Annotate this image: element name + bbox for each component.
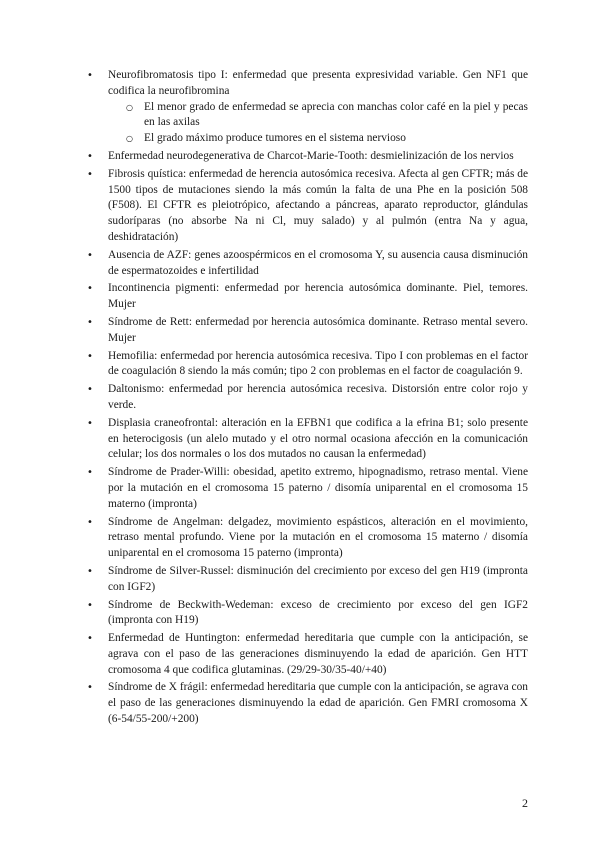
list-item: • Fibrosis quística: enfermedad de herencia autosómica recesiva. Afecta al gen CFTR; más de 1500 tipos de mutaciones siendo la más común la falta de una Phe en la posición 508 (F508). El CFTR es pleiotrópico, afectando a páncreas, aparato reproductor, glándulas sudoríparas (no absorbe Na ni Cl, muy salado) y al pulmón (entra Na y agua, deshidratación) — [84, 167, 528, 246]
list-item: • Síndrome de X frágil: enfermedad hereditaria que cumple con la anticipación, se agrava con el paso de las generaciones disminuyendo la edad de aparición. Gen FMRI cromosoma X (6-54/55-200/+200) — [84, 680, 528, 727]
list-item: • Enfermedad de Huntington: enfermedad hereditaria que cumple con la anticipación, se agrava con el paso de las generaciones disminuyendo la edad de aparición. Gen HTT cromosoma 4 que codifica glutaminas. (29/29-30/35-40/+40) — [84, 631, 528, 678]
sub-list-item: ○ El grado máximo produce tumores en el sistema nervioso — [108, 131, 528, 147]
list-item: • Displasia craneofrontal: alteración en la EFBN1 que codifica a la efrina B1; solo presente en heterocigosis (un alelo mutado y el otro normal ocasiona afección en la comunicación celular; los dos normales o los dos mutados no causan la enfermedad) — [84, 416, 528, 463]
sub-list-item: ○ El menor grado de enfermedad se aprecia con manchas color café en la piel y pecas en las axilas — [108, 100, 528, 132]
page-number: 2 — [522, 796, 528, 810]
list-item: • Ausencia de AZF: genes azoospérmicos en el cromosoma Y, su ausencia causa disminución de espermatozoides e infertilidad — [84, 248, 528, 280]
list-item — [84, 68, 528, 147]
list-item: • Síndrome de Angelman: delgadez, movimiento espásticos, alteración en el movimiento, retraso mental profundo. Viene por la mutación en el cromosoma 15 materno / disomía uniparental en el cromosoma 15 paterno (impronta) — [84, 515, 528, 562]
list-item: • Enfermedad neurodegenerativa de Charcot-Marie-Tooth: desmielinización de los nervios — [84, 149, 528, 165]
list-item: • Síndrome de Rett: enfermedad por herencia autosómica dominante. Retraso mental severo. Mujer — [84, 315, 528, 347]
list-item: • Síndrome de Silver-Russel: disminución del crecimiento por exceso del gen H19 (impronta con IGF2) — [84, 564, 528, 596]
list-item-text: Neurofibromatosis tipo I: enfermedad que presenta expresividad variable. Gen NF1 que codifica la neurofibromina — [108, 69, 528, 97]
list-item: • Hemofilia: enfermedad por herencia autosómica recesiva. Tipo I con problemas en el factor de coagulación 8 siendo la más común; tipo 2 con problemas en el factor de coagulación 9. — [84, 349, 528, 381]
list-item: • Daltonismo: enfermedad por herencia autosómica recesiva. Distorsión entre color rojo y verde. — [84, 382, 528, 414]
list-item: • Síndrome de Beckwith-Wedeman: exceso de crecimiento por exceso del gen IGF2 (impronta con H19) — [84, 598, 528, 630]
sub-list — [108, 100, 528, 147]
list-item: • Síndrome de Prader-Willi: obesidad, apetito extremo, hipognadismo, retraso mental. Viene por la mutación en el cromosoma 15 paterno / disomía uniparental en el cromosoma 15 materno (impronta) — [84, 465, 528, 512]
list-item: • Incontinencia pigmenti: enfermedad por herencia autosómica dominante. Piel, temores. Mujer — [84, 281, 528, 313]
disease-list — [84, 68, 528, 730]
